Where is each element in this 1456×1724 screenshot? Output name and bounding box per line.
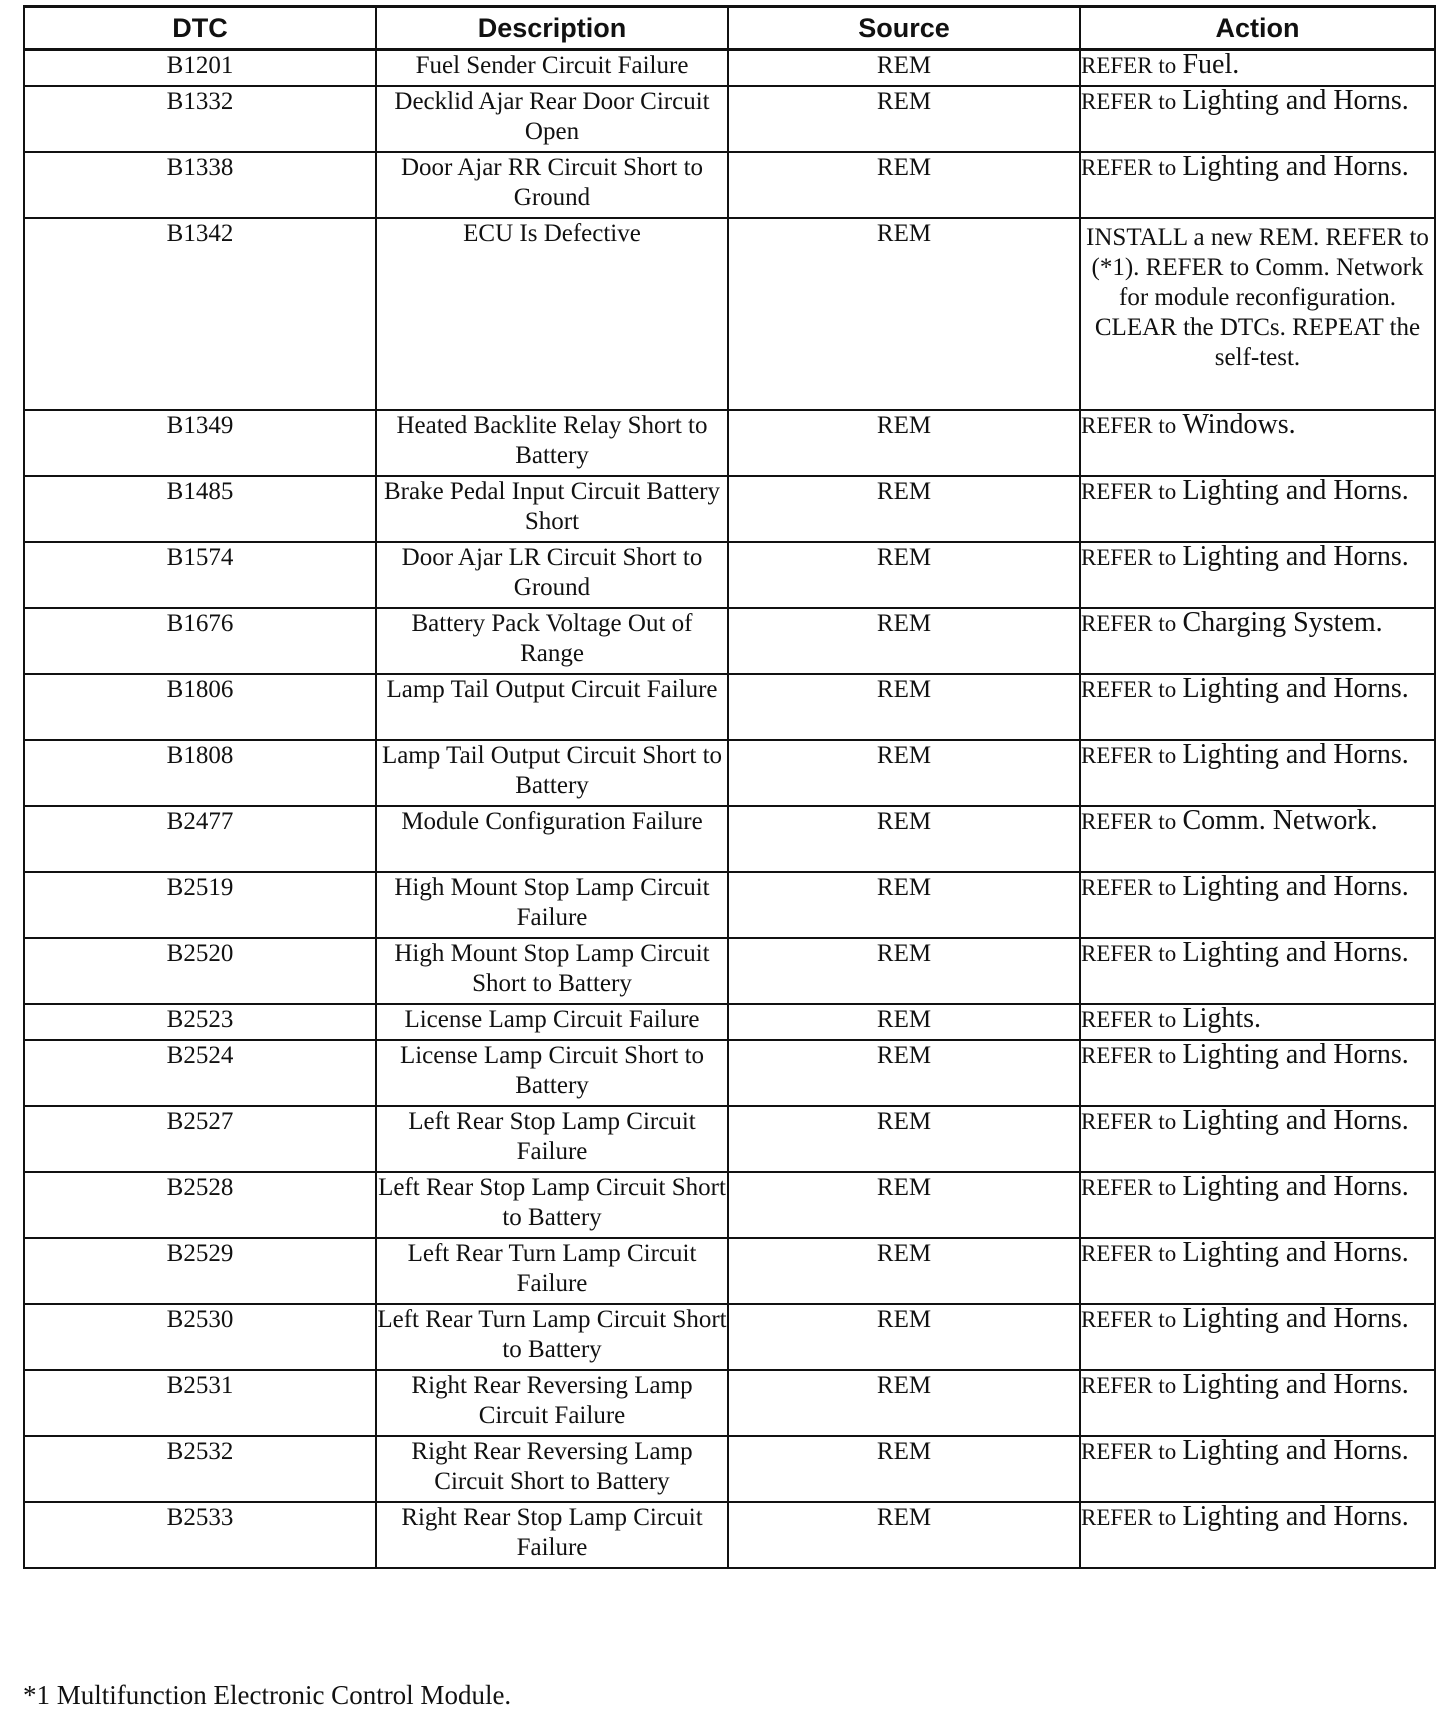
dtc-action	[1080, 86, 1435, 152]
table-row	[24, 1172, 1435, 1238]
table-row	[24, 476, 1435, 542]
dtc-code: B2520	[24, 938, 376, 1004]
action-refer-label: REFER to	[1081, 89, 1177, 114]
dtc-source: REM	[728, 152, 1080, 218]
dtc-action	[1080, 1304, 1435, 1370]
action-refer-target: Lighting and Horns.	[1182, 85, 1409, 116]
table-row	[24, 674, 1435, 740]
action-refer-label: REFER to	[1081, 1175, 1177, 1200]
dtc-description: Left Rear Turn Lamp Circuit Short to Battery	[376, 1304, 728, 1370]
dtc-code: B1485	[24, 476, 376, 542]
action-refer-target: Lights.	[1182, 1003, 1262, 1034]
dtc-code: B2527	[24, 1106, 376, 1172]
dtc-code: B2531	[24, 1370, 376, 1436]
dtc-action	[1080, 410, 1435, 476]
dtc-action	[1080, 542, 1435, 608]
action-refer-label: REFER to	[1081, 413, 1177, 438]
table-row	[24, 938, 1435, 1004]
action-refer-label: REFER to	[1081, 1505, 1177, 1530]
dtc-action	[1080, 674, 1435, 740]
action-refer-target: Lighting and Horns.	[1182, 739, 1409, 770]
action-refer-label: REFER to	[1081, 941, 1177, 966]
dtc-code: B2529	[24, 1238, 376, 1304]
dtc-code: B1349	[24, 410, 376, 476]
footnote: *1 Multifunction Electronic Control Module.	[23, 1680, 512, 1710]
dtc-action: INSTALL a new REM. REFER to (*1). REFER to Comm. Network for module reconfiguration. CLEAR the DTCs. REPEAT the self-test.	[1080, 218, 1435, 410]
table-row	[24, 86, 1435, 152]
dtc-source: REM	[728, 1502, 1080, 1568]
dtc-action	[1080, 1238, 1435, 1304]
action-refer-target: Comm. Network.	[1182, 805, 1378, 836]
dtc-source: REM	[728, 1304, 1080, 1370]
table-row	[24, 218, 1435, 410]
dtc-action	[1080, 1106, 1435, 1172]
dtc-table	[23, 5, 1436, 1569]
header-source: Source	[728, 7, 1080, 50]
action-refer-label: REFER to	[1081, 611, 1177, 636]
action-refer-label: REFER to	[1081, 1307, 1177, 1332]
dtc-action	[1080, 1004, 1435, 1040]
dtc-source: REM	[728, 608, 1080, 674]
table-row	[24, 1040, 1435, 1106]
dtc-source: REM	[728, 1106, 1080, 1172]
dtc-code: B2519	[24, 872, 376, 938]
dtc-description: Door Ajar LR Circuit Short to Ground	[376, 542, 728, 608]
table-row	[24, 542, 1435, 608]
dtc-source: REM	[728, 86, 1080, 152]
dtc-description: Battery Pack Voltage Out of Range	[376, 608, 728, 674]
dtc-code: B1332	[24, 86, 376, 152]
dtc-source: REM	[728, 410, 1080, 476]
dtc-source: REM	[728, 476, 1080, 542]
action-refer-target: Lighting and Horns.	[1182, 1039, 1409, 1070]
dtc-action	[1080, 1436, 1435, 1502]
dtc-description: ECU Is Defective	[376, 218, 728, 410]
action-refer-target: Lighting and Horns.	[1182, 1303, 1409, 1334]
action-refer-target: Lighting and Horns.	[1182, 151, 1409, 182]
action-refer-target: Lighting and Horns.	[1182, 673, 1409, 704]
action-refer-label: REFER to	[1081, 1439, 1177, 1464]
dtc-description: Right Rear Stop Lamp Circuit Failure	[376, 1502, 728, 1568]
action-refer-label: REFER to	[1081, 155, 1177, 180]
dtc-code: B2532	[24, 1436, 376, 1502]
dtc-description: Heated Backlite Relay Short to Battery	[376, 410, 728, 476]
dtc-source: REM	[728, 674, 1080, 740]
dtc-code: B2533	[24, 1502, 376, 1568]
dtc-source: REM	[728, 1436, 1080, 1502]
dtc-action	[1080, 476, 1435, 542]
dtc-code: B1808	[24, 740, 376, 806]
table-row	[24, 1238, 1435, 1304]
header-dtc: DTC	[24, 7, 376, 50]
table-row	[24, 50, 1435, 87]
action-refer-target: Lighting and Horns.	[1182, 1369, 1409, 1400]
table-row	[24, 410, 1435, 476]
dtc-code: B1574	[24, 542, 376, 608]
action-refer-label: REFER to	[1081, 875, 1177, 900]
dtc-action	[1080, 740, 1435, 806]
dtc-source: REM	[728, 1238, 1080, 1304]
dtc-code: B1338	[24, 152, 376, 218]
action-refer-label: REFER to	[1081, 1241, 1177, 1266]
dtc-code: B2530	[24, 1304, 376, 1370]
dtc-source: REM	[728, 1172, 1080, 1238]
table-row	[24, 1502, 1435, 1568]
dtc-action	[1080, 872, 1435, 938]
header-description: Description	[376, 7, 728, 50]
action-refer-label: REFER to	[1081, 1373, 1177, 1398]
dtc-description: Left Rear Stop Lamp Circuit Failure	[376, 1106, 728, 1172]
table-row	[24, 1004, 1435, 1040]
dtc-description: License Lamp Circuit Failure	[376, 1004, 728, 1040]
dtc-source: REM	[728, 1370, 1080, 1436]
dtc-action	[1080, 50, 1435, 87]
dtc-source: REM	[728, 542, 1080, 608]
table-row	[24, 872, 1435, 938]
dtc-action	[1080, 938, 1435, 1004]
action-refer-target: Lighting and Horns.	[1182, 475, 1409, 506]
dtc-description: High Mount Stop Lamp Circuit Short to Battery	[376, 938, 728, 1004]
dtc-source: REM	[728, 50, 1080, 87]
dtc-description: License Lamp Circuit Short to Battery	[376, 1040, 728, 1106]
action-refer-target: Lighting and Horns.	[1182, 1435, 1409, 1466]
action-refer-label: REFER to	[1081, 677, 1177, 702]
action-refer-target: Charging System.	[1182, 607, 1383, 638]
dtc-source: REM	[728, 218, 1080, 410]
action-refer-target: Lighting and Horns.	[1182, 871, 1409, 902]
action-refer-target: Windows.	[1182, 409, 1296, 440]
table-row	[24, 1106, 1435, 1172]
dtc-action	[1080, 806, 1435, 872]
action-refer-target: Lighting and Horns.	[1182, 1105, 1409, 1136]
action-refer-target: Lighting and Horns.	[1182, 937, 1409, 968]
dtc-code: B2528	[24, 1172, 376, 1238]
action-refer-label: REFER to	[1081, 1109, 1177, 1134]
table-row	[24, 152, 1435, 218]
action-refer-target: Fuel.	[1182, 49, 1240, 80]
dtc-description: Left Rear Turn Lamp Circuit Failure	[376, 1238, 728, 1304]
dtc-description: Right Rear Reversing Lamp Circuit Failure	[376, 1370, 728, 1436]
dtc-table-header	[24, 7, 1435, 50]
action-refer-label: REFER to	[1081, 809, 1177, 834]
dtc-source: REM	[728, 1004, 1080, 1040]
action-refer-label: REFER to	[1081, 53, 1177, 78]
dtc-description: Lamp Tail Output Circuit Short to Battery	[376, 740, 728, 806]
action-refer-label: REFER to	[1081, 743, 1177, 768]
dtc-description: Door Ajar RR Circuit Short to Ground	[376, 152, 728, 218]
action-refer-label: REFER to	[1081, 1007, 1177, 1032]
dtc-description: Brake Pedal Input Circuit Battery Short	[376, 476, 728, 542]
table-row	[24, 608, 1435, 674]
dtc-action	[1080, 152, 1435, 218]
dtc-code: B1806	[24, 674, 376, 740]
dtc-action	[1080, 1172, 1435, 1238]
dtc-action	[1080, 1370, 1435, 1436]
dtc-description: Lamp Tail Output Circuit Failure	[376, 674, 728, 740]
action-refer-label: REFER to	[1081, 1043, 1177, 1068]
action-refer-target: Lighting and Horns.	[1182, 1501, 1409, 1532]
dtc-source: REM	[728, 872, 1080, 938]
dtc-source: REM	[728, 740, 1080, 806]
table-row	[24, 1370, 1435, 1436]
table-row	[24, 1304, 1435, 1370]
action-refer-target: Lighting and Horns.	[1182, 541, 1409, 572]
dtc-source: REM	[728, 806, 1080, 872]
table-row	[24, 1436, 1435, 1502]
table-row	[24, 806, 1435, 872]
action-refer-target: Lighting and Horns.	[1182, 1237, 1409, 1268]
action-refer-target: Lighting and Horns.	[1182, 1171, 1409, 1202]
dtc-description: Fuel Sender Circuit Failure	[376, 50, 728, 87]
dtc-code: B2524	[24, 1040, 376, 1106]
dtc-action	[1080, 1040, 1435, 1106]
dtc-action	[1080, 608, 1435, 674]
dtc-action	[1080, 1502, 1435, 1568]
dtc-description: Left Rear Stop Lamp Circuit Short to Battery	[376, 1172, 728, 1238]
action-refer-label: REFER to	[1081, 545, 1177, 570]
dtc-table-body	[24, 50, 1435, 1569]
header-action: Action	[1080, 7, 1435, 50]
dtc-description: Right Rear Reversing Lamp Circuit Short to Battery	[376, 1436, 728, 1502]
table-row	[24, 740, 1435, 806]
dtc-code: B2523	[24, 1004, 376, 1040]
dtc-description: High Mount Stop Lamp Circuit Failure	[376, 872, 728, 938]
dtc-code: B1342	[24, 218, 376, 410]
dtc-code: B1201	[24, 50, 376, 87]
dtc-code: B1676	[24, 608, 376, 674]
dtc-source: REM	[728, 938, 1080, 1004]
action-refer-label: REFER to	[1081, 479, 1177, 504]
dtc-code: B2477	[24, 806, 376, 872]
dtc-source: REM	[728, 1040, 1080, 1106]
dtc-description: Decklid Ajar Rear Door Circuit Open	[376, 86, 728, 152]
dtc-description: Module Configuration Failure	[376, 806, 728, 872]
